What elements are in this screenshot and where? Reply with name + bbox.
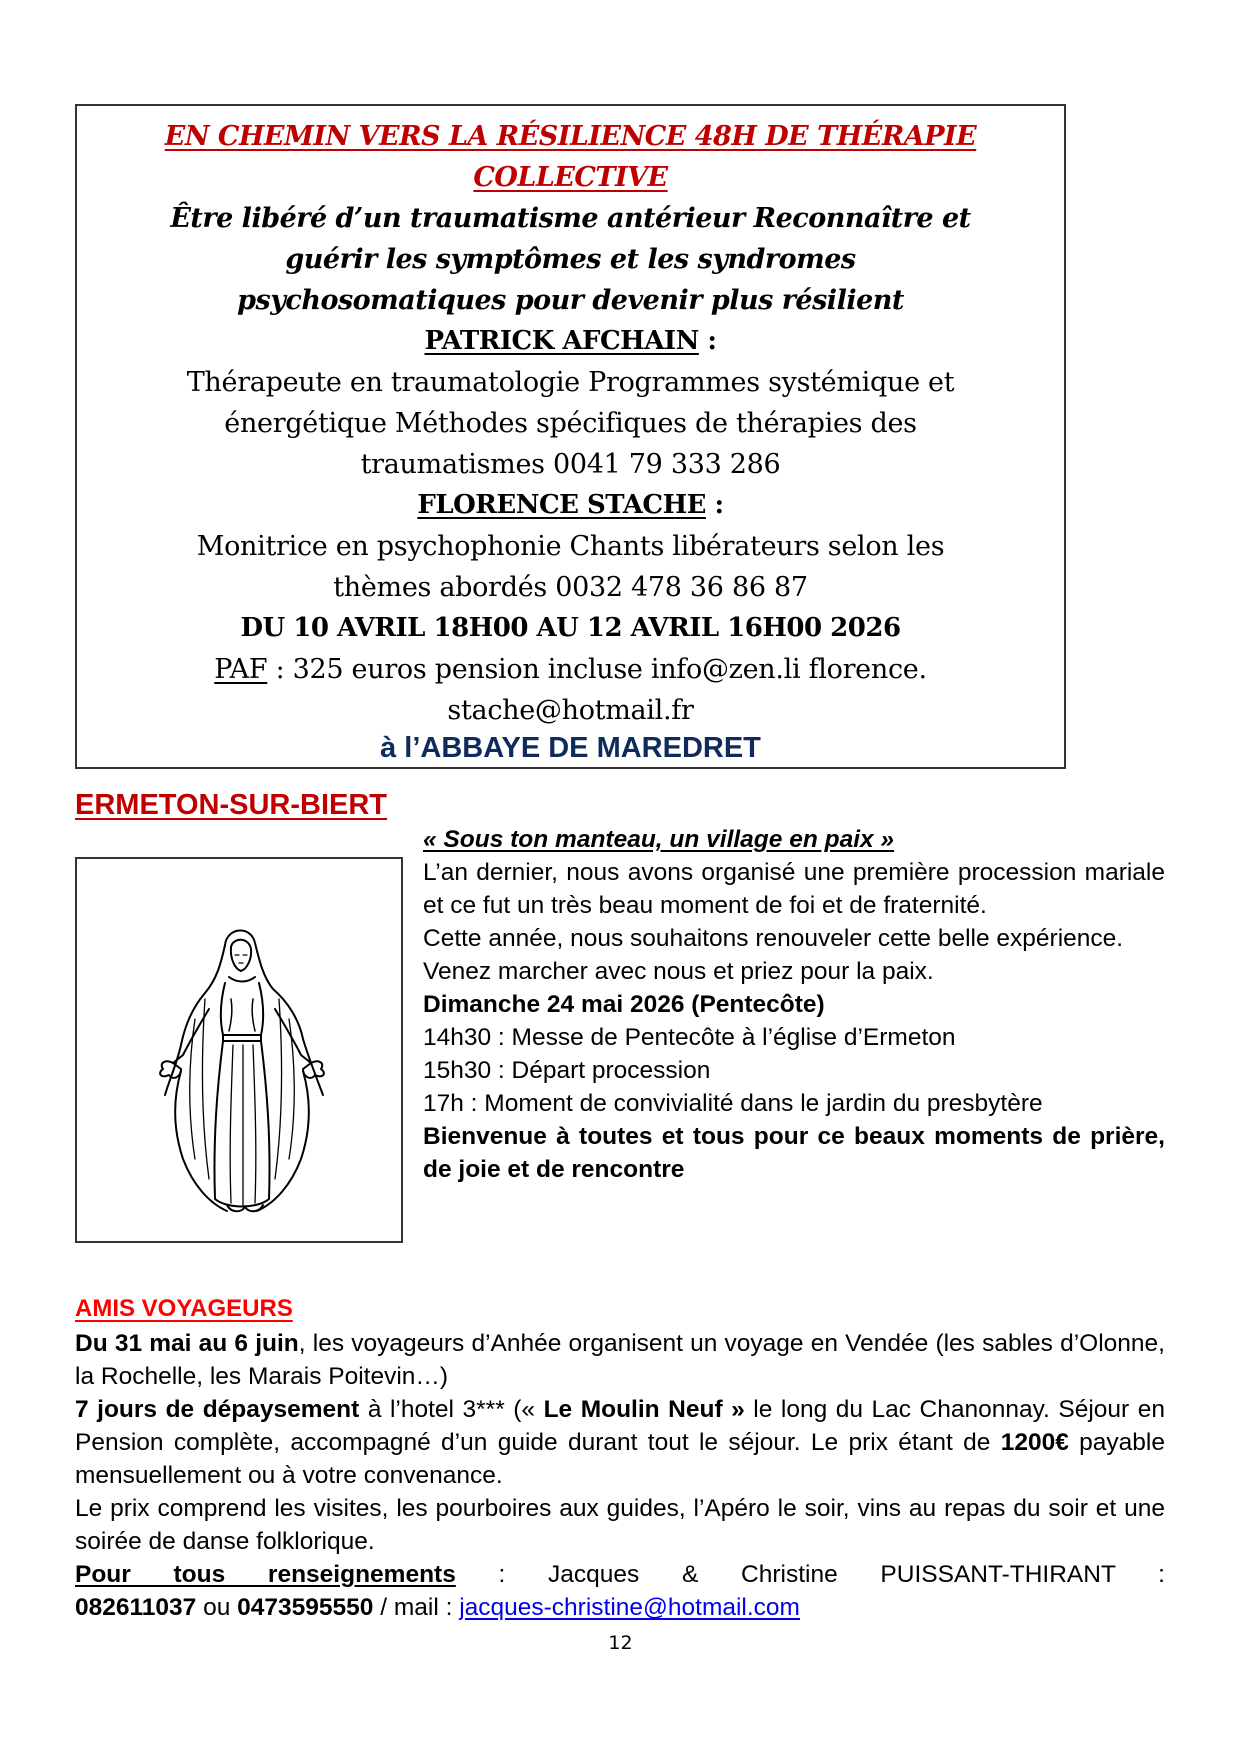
info-line [75, 1558, 1165, 1591]
trip-description: , les voyageurs d’Anhée organisent un voyage en Vendée (les sables d’Olonne, la Rochelle, les Marais Poitevin…) [75, 1330, 1165, 1390]
mail-label: / mail : [373, 1594, 460, 1621]
amis-text-column [75, 1327, 1165, 1624]
amis-voyageurs-heading: AMIS VOYAGEURS [75, 1295, 293, 1322]
person2-desc-line2: thèmes abordés 0032 478 36 86 87 [333, 572, 808, 603]
hotel-prefix: à l’hotel 3*** (« [359, 1396, 544, 1423]
event-subtitle-line3: psychosomatiques pour devenir plus résilient [237, 285, 904, 316]
payment-terms: payable mensuellement ou à votre convenance. [75, 1429, 1165, 1489]
ermeton-paragraph-3: Venez marcher avec nous et priez pour la paix. [423, 958, 934, 985]
event-subtitle-line2: guérir les symptômes et les syndromes [285, 244, 856, 275]
event-dates: DU 10 AVRIL 18H00 AU 12 AVRIL 16H00 2026 [240, 613, 901, 643]
event-location: à l’ABBAYE DE MAREDRET [380, 732, 761, 764]
amis-paragraph-3: Le prix comprend les visites, les pourboires aux guides, l’Apéro le soir, vins au repas du soir et une soirée de danse folklorique. [75, 1495, 1165, 1555]
trip-details: le long du Lac Chanonnay. Séjour en Pension complète, accompagné d’un guide durant tout le séjour. Le prix étant de [75, 1396, 1165, 1456]
event-title-line1: EN CHEMIN VERS LA RÉSILIENCE 48H DE THÉRAPIE [164, 121, 977, 152]
ermeton-heading: ERMETON-SUR-BIERT [75, 789, 388, 821]
ermeton-paragraph-1: L’an dernier, nous avons organisé une première procession mariale et ce fut un très beau moment de foi et de fraternité. [423, 859, 1165, 919]
person1-desc-line3: traumatismes 0041 79 333 286 [360, 449, 781, 480]
amis-paragraph-2 [75, 1393, 1165, 1492]
person1-name: PATRICK AFCHAIN [424, 326, 699, 356]
person2-name: FLORENCE STACHE [417, 490, 706, 520]
event-subtitle-line1: Être libéré d’un traumatisme antérieur Reconnaître et [170, 203, 971, 234]
contact-line [75, 1591, 1165, 1624]
ermeton-paragraph-2: Cette année, nous souhaitons renouveler cette belle expérience. [423, 925, 1124, 952]
person1-name-line [77, 321, 1064, 362]
phone-2: 0473595550 [237, 1594, 374, 1621]
paf-details: : 325 euros pension incluse info@zen.li florence. [267, 654, 927, 685]
ermeton-text-column [423, 823, 1165, 1186]
info-label: Pour tous renseignements [75, 1561, 456, 1588]
virgin-mary-icon [77, 859, 401, 1241]
person1-colon: : [698, 326, 717, 356]
schedule-item: 14h30 : Messe de Pentecôte à l’église d’Ermeton [423, 1024, 956, 1051]
email-link[interactable]: jacques-christine@hotmail.com [459, 1594, 800, 1621]
trip-dates: Du 31 mai au 6 juin [75, 1330, 299, 1357]
or-text: ou [196, 1594, 238, 1621]
paf-label: PAF [214, 654, 268, 685]
hotel-name: Le Moulin Neuf » [543, 1396, 745, 1423]
phone-1: 082611037 [75, 1594, 197, 1621]
schedule-item: 17h : Moment de convivialité dans le jardin du presbytère [423, 1090, 1043, 1117]
contact-names: : Jacques & Christine PUISSANT-THIRANT : [455, 1561, 1165, 1588]
person1-desc-line1: Thérapeute en traumatologie Programmes systémique et [186, 367, 955, 398]
person2-colon: : [705, 490, 724, 520]
paf-line2: stache@hotmail.fr [447, 695, 694, 726]
person2-name-line [77, 485, 1064, 526]
event-box [75, 104, 1066, 769]
page-number: 12 [608, 1632, 633, 1654]
ermeton-subtitle: « Sous ton manteau, un village en paix » [423, 826, 895, 853]
madonna-image [75, 857, 403, 1243]
person1-desc-line2: énergétique Méthodes spécifiques de thérapies des [224, 408, 917, 439]
person2-desc-line1: Monitrice en psychophonie Chants libérateurs selon les [196, 531, 945, 562]
paf-line1 [77, 649, 1064, 690]
trip-price: 1200€ [1000, 1429, 1069, 1456]
amis-paragraph-1 [75, 1327, 1165, 1393]
ermeton-date: Dimanche 24 mai 2026 (Pentecôte) [423, 991, 825, 1018]
trip-duration: 7 jours de dépaysement [75, 1396, 360, 1423]
event-title-line2: COLLECTIVE [473, 162, 668, 193]
ermeton-welcome: Bienvenue à toutes et tous pour ce beaux moments de prière, de joie et de rencontre [423, 1123, 1165, 1183]
schedule-item: 15h30 : Départ procession [423, 1057, 711, 1084]
